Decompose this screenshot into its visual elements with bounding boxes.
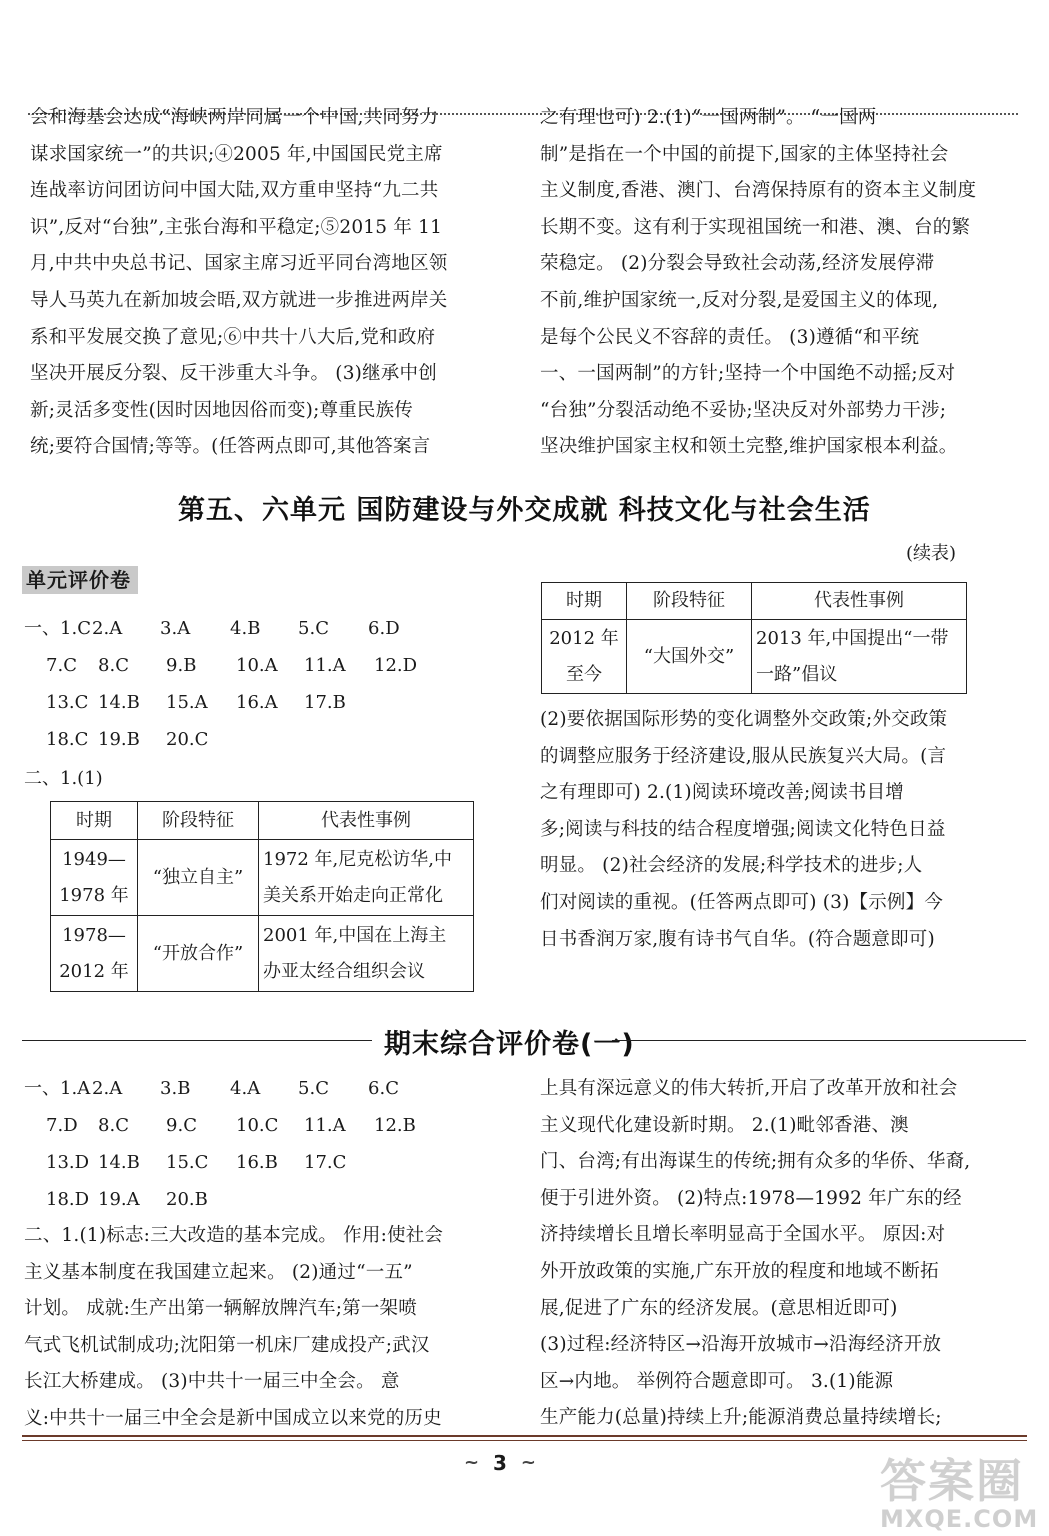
- mcq-answer: 19.B: [98, 729, 140, 750]
- mcq-answer: 10.C: [236, 1115, 279, 1136]
- mcq-answer: 13.C: [46, 692, 89, 713]
- mcq-answer: 6.C: [368, 1078, 399, 1099]
- text-line: 坚决开展反分裂、反干涉重大斗争。 (3)继承中创: [30, 363, 437, 385]
- text-line: 主义制度,香港、澳门、台湾保持原有的资本主义制度: [540, 180, 977, 202]
- section1-mcq-answers: [24, 614, 484, 764]
- mcq-answer: 20.B: [166, 1189, 208, 1210]
- table-cell-feature: “大国外交”: [627, 620, 752, 694]
- table-cell-period: 1949— 1978 年: [51, 840, 138, 916]
- text-line: 门、台湾;有出海谋生的传统;拥有众多的华侨、华裔,: [540, 1151, 971, 1173]
- table-header-example: 代表性事例: [259, 802, 474, 840]
- table-cell-period: 2012 年 至今: [542, 620, 627, 694]
- table-cell-period: 1978— 2012 年: [51, 916, 138, 992]
- mcq-answer: 9.B: [166, 655, 197, 676]
- mcq-row: [24, 688, 484, 718]
- table-cell-feature: “开放合作”: [138, 916, 259, 992]
- mcq-answer: 15.A: [166, 692, 208, 713]
- mcq-answer: 12.B: [374, 1115, 416, 1136]
- mcq-answer: 5.C: [298, 1078, 329, 1099]
- mcq-row: [24, 1074, 484, 1104]
- text-line: 主义基本制度在我国建立起来。 (2)通过“一五”: [24, 1261, 413, 1283]
- text-line: 识”,反对“台独”,主张台海和平稳定;⑤2015 年 11: [30, 216, 443, 238]
- mcq-answer: 一、1.A: [24, 1078, 91, 1099]
- mcq-answer: 11.A: [304, 1115, 346, 1136]
- mcq-answer: 4.A: [230, 1078, 261, 1099]
- text-line: 不前,维护国家统一,反对分裂,是爱国主义的体现,: [540, 289, 939, 311]
- watermark-logo: 答案圈 MXQE.COM: [880, 1454, 1039, 1533]
- text-line: 之有理也可) 2.(1)“一国两制”。 “一国两: [540, 107, 877, 128]
- text-line: 日书香润万家,腹有诗书气自华。(符合题意即可): [540, 928, 935, 950]
- mcq-answer: 8.C: [98, 1115, 129, 1136]
- mcq-answer: 14.B: [98, 692, 140, 713]
- mcq-answer: 10.A: [236, 655, 278, 676]
- mcq-answer: 18.C: [46, 729, 89, 750]
- mcq-answer: 13.D: [46, 1152, 90, 1173]
- text-line: 明显。 (2)社会经济的发展;科学技术的进步;人: [540, 855, 923, 877]
- mcq-answer: 12.D: [374, 655, 418, 676]
- text-line: 济持续增长且增长率明显高于全国水平。 原因:对: [540, 1224, 946, 1246]
- text-line: 会和海基会达成“海峡两岸同属一个中国,共同努力: [30, 107, 439, 128]
- top-right-paragraph: [540, 100, 1000, 466]
- text-line: 计划。 成就:生产出第一辆解放牌汽车;第一架喷: [24, 1298, 417, 1320]
- mcq-answer: 14.B: [98, 1152, 140, 1173]
- text-line: 区→内地。 举例符合题意即可。 3.(1)能源: [540, 1370, 894, 1392]
- top-left-paragraph: [30, 100, 490, 466]
- text-line: 制”是指在一个中国的前提下,国家的主体坚持社会: [540, 143, 949, 165]
- table-cell-example: 2001 年,中国在上海主 办亚太经合组织会议: [259, 916, 474, 992]
- table-cell-example: 1972 年,尼克松访华,中 美关系开始走向正常化: [259, 840, 474, 916]
- section-title-units-5-6: 第五、六单元 国防建设与外交成就 科技文化与社会生活: [178, 495, 871, 526]
- mcq-answer: 18.D: [46, 1189, 90, 1210]
- mcq-row: [24, 1111, 484, 1141]
- foreign-policy-table: [50, 801, 474, 992]
- text-line: 展,促进了广东的经济发展。(意思相近即可): [540, 1297, 898, 1319]
- mcq-answer: 16.B: [236, 1152, 278, 1173]
- text-line: 长江大桥建成。 (3)中共十一届三中全会。 意: [24, 1371, 400, 1393]
- table-header-feature: 阶段特征: [627, 583, 752, 620]
- mcq-answer: 15.C: [166, 1152, 209, 1173]
- table-header-example: 代表性事例: [752, 583, 967, 620]
- table-row: [51, 916, 474, 992]
- continued-table-label: (续表): [906, 543, 957, 564]
- mcq-answer: 20.C: [166, 729, 209, 750]
- mcq-row: [24, 1185, 484, 1215]
- mcq-row: [24, 614, 484, 644]
- text-line: 主义现代化建设新时期。 2.(1)毗邻香港、澳: [540, 1114, 909, 1136]
- text-line: 多;阅读与科技的结合程度增强;阅读文化特色日益: [540, 818, 946, 840]
- text-line: 坚决维护国家主权和领土完整,维护国家根本利益。: [540, 436, 958, 458]
- table-cell-feature: “独立自主”: [138, 840, 259, 916]
- mcq-answer: 6.D: [368, 618, 400, 639]
- table-cell-example: 2013 年,中国提出“一带 一路”倡议: [752, 620, 967, 694]
- table-header-period: 时期: [542, 583, 627, 620]
- mcq-answer: 16.A: [236, 692, 278, 713]
- footer-rule-thick: [22, 1435, 1027, 1437]
- footer-rule-thin: [22, 1440, 1027, 1441]
- text-line: 谋求国家统一”的共识;④2005 年,中国国民党主席: [30, 143, 443, 165]
- mcq-answer: 3.A: [160, 618, 191, 639]
- text-line: 义:中共十一届三中全会是新中国成立以来党的历史: [24, 1407, 442, 1429]
- text-line: 外开放政策的实施,广东开放的程度和地域不断拓: [540, 1260, 939, 1282]
- mcq-row: [24, 1148, 484, 1178]
- text-line: 之有理即可) 2.(1)阅读环境改善;阅读书目增: [540, 782, 904, 804]
- mcq-answer: 11.A: [304, 655, 346, 676]
- subheading-unit-evaluation: 单元评价卷: [26, 568, 131, 592]
- table-row: [542, 620, 967, 694]
- mcq-answer: 17.C: [304, 1152, 347, 1173]
- text-line: 生产能力(总量)持续上升;能源消费总量持续增长;: [540, 1407, 942, 1429]
- text-line: 连战率访问团访问中国大陆,双方重申坚持“九二共: [30, 180, 439, 202]
- section1-part2-label: 二、1.(1): [24, 768, 103, 789]
- section2-right-paragraph: [540, 1071, 1000, 1437]
- mcq-answer: 17.B: [304, 692, 346, 713]
- text-line: 长期不变。这有利于实现祖国统一和港、澳、台的繁: [540, 216, 971, 238]
- text-line: (2)要依据国际形势的变化调整外交政策;外交政策: [540, 709, 948, 730]
- mcq-answer: 7.D: [46, 1115, 78, 1136]
- text-line: 上具有深远意义的伟大转折,开启了改革开放和社会: [540, 1078, 958, 1099]
- mcq-answer: 7.C: [46, 655, 77, 676]
- mcq-answer: 3.B: [160, 1078, 191, 1099]
- mcq-answer: 一、1.C: [24, 618, 91, 639]
- mcq-row: [24, 725, 484, 755]
- table-header-period: 时期: [51, 802, 138, 840]
- mcq-answer: 2.A: [92, 1078, 123, 1099]
- section2-mcq-answers: [24, 1074, 484, 1224]
- mcq-answer: 19.A: [98, 1189, 140, 1210]
- foreign-policy-table-continued: [541, 582, 967, 694]
- text-line: 系和平发展交换了意见;⑥中共十八大后,党和政府: [30, 326, 436, 348]
- text-line: 是每个公民义不容辞的责任。 (3)遵循“和平统: [540, 326, 920, 348]
- text-line: 一、一国两制”的方针;坚持一个中国绝不动摇;反对: [540, 363, 956, 385]
- mcq-row: [24, 651, 484, 681]
- text-line: 气式飞机试制成功;沈阳第一机床厂建成投产;武汉: [24, 1334, 430, 1356]
- section2-left-paragraph: [24, 1218, 494, 1438]
- text-line: 便于引进外资。 (2)特点:1978—1992 年广东的经: [540, 1187, 962, 1209]
- text-line: 们对阅读的重视。(任答两点即可) (3)【示例】今: [540, 891, 944, 913]
- table-header-feature: 阶段特征: [138, 802, 259, 840]
- section-title-final-exam-1: 期末综合评价卷(一): [384, 1029, 635, 1060]
- text-line: 月,中共中央总书记、国家主席习近平同台湾地区领: [30, 253, 448, 275]
- mcq-answer: 4.B: [230, 618, 261, 639]
- section2-left-rule: [22, 1040, 372, 1041]
- mcq-answer: 5.C: [298, 618, 329, 639]
- text-line: 统;要符合国情;等等。(任答两点即可,其他答案言: [30, 436, 431, 458]
- text-line: 导人马英九在新加坡会晤,双方就进一步推进两岸关: [30, 289, 448, 311]
- table-row: [51, 840, 474, 916]
- text-line: 新;灵活多变性(因时因地因俗而变);尊重民族传: [30, 399, 414, 421]
- section1-right-paragraph: [540, 702, 1000, 958]
- text-line: 荣稳定。 (2)分裂会导致社会动荡,经济发展停滞: [540, 253, 935, 275]
- mcq-answer: 8.C: [98, 655, 129, 676]
- text-line: 的调整应服务于经济建设,服从民族复兴大局。(言: [540, 745, 947, 767]
- text-line: “台独”分裂活动绝不妥协;坚决反对外部势力干涉;: [540, 399, 947, 421]
- text-line: (3)过程:经济特区→沿海开放城市→沿海经济开放: [540, 1334, 942, 1356]
- mcq-answer: 9.C: [166, 1115, 197, 1136]
- section2-right-rule: [612, 1040, 1026, 1041]
- page-number: ~ 3 ~: [464, 1451, 536, 1475]
- text-line: 二、1.(1)标志:三大改造的基本完成。 作用:使社会: [24, 1225, 444, 1246]
- mcq-answer: 2.A: [92, 618, 123, 639]
